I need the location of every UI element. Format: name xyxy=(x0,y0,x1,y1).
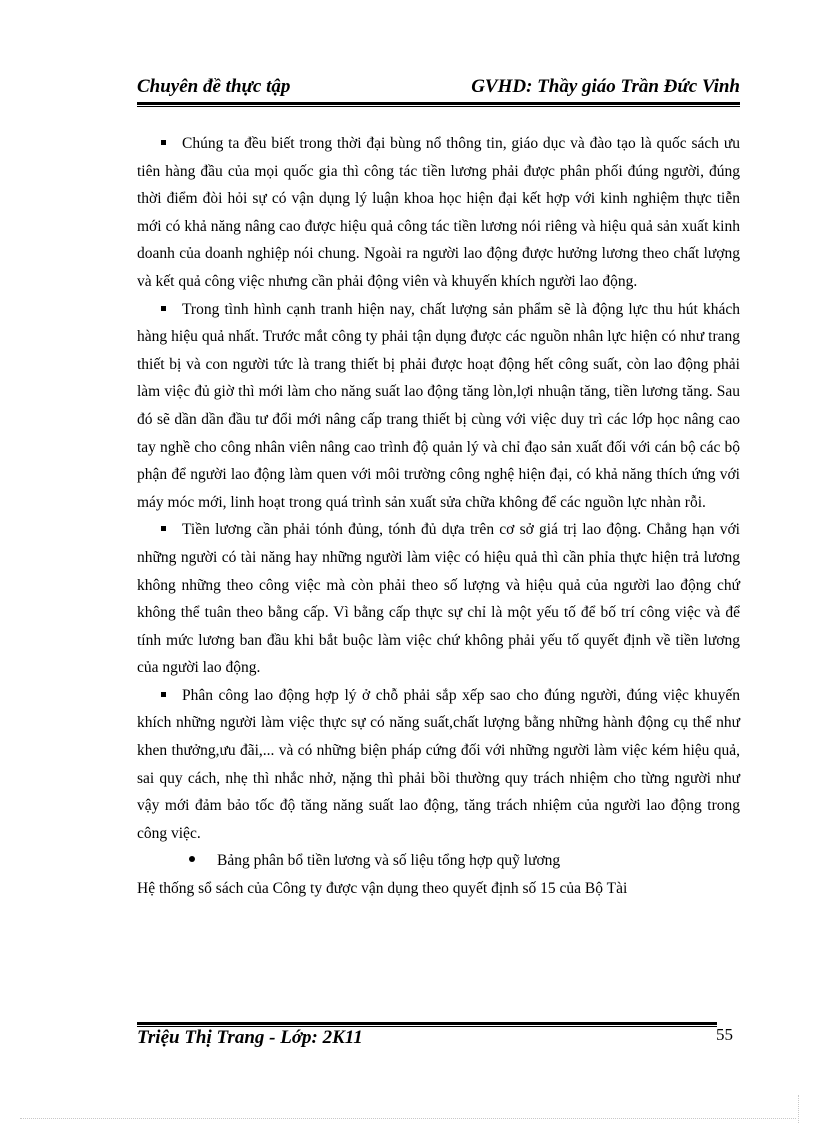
sub-bullet-item xyxy=(137,847,740,875)
page-edge-guide xyxy=(20,1118,796,1119)
header-advisor: GVHD: Thầy giáo Trần Đức Vinh xyxy=(471,76,740,97)
closing-line: Hệ thống sổ sách của Công ty được vận dụng theo quyết định số 15 của Bộ Tài xyxy=(137,880,628,898)
paragraph-text: Phân công lao động hợp lý ở chỗ phải sắp xếp sao cho đúng người, đúng việc khuyến khích những người làm việc thực sự có năng suất,chất lượng bằng những hành động cụ thể như khen thưởng,ưu đãi,... và có những biện pháp cứng đối với những người làm việc kém hiệu quả, sai quy cách, nhẹ thì nhắc nhở, nặng thì phải bồi thường quy trách nhiệm cho từng người như vậy mới đảm bảo tốc độ tăng năng suất lao động, tăng trách nhiệm của người lao động trong công việc. xyxy=(137,686,740,842)
page-header xyxy=(137,76,740,102)
header-divider xyxy=(137,102,740,107)
square-bullet-icon xyxy=(161,526,166,531)
paragraph-text: Trong tình hình cạnh tranh hiện nay, chất lượng sản phẩm sẽ là động lực thu hút khách hàng hiệu quả nhất. Trước mắt công ty phải tận dụng được các nguồn nhân lực hiện có như trang thiết bị và con người tức là trang thiết bị phải được hoạt động hết công suất, còn lao động phải làm việc đủ giờ thì mới làm cho năng suất lao động tăng lòn,lợi nhuận tăng, tiền lương tăng. Sau đó sẽ dần dần đầu tư đổi mới nâng cấp trang thiết bị cùng với việc duy trì các lớp học nâng cao tay nghề cho công nhân viên nâng cao trình độ quản lý và chỉ đạo sản xuất đối với cán bộ các bộ phận để người lao động làm quen với môi trường công nghệ hiện đại, có khả năng thích ứng với máy móc mới, linh hoạt trong quá trình sản xuất sửa chữa không để các nguồn lực nhàn rỗi. xyxy=(137,300,740,511)
paragraph xyxy=(137,130,740,296)
paragraph xyxy=(137,296,740,517)
paragraph xyxy=(137,682,740,848)
page-number: 55 xyxy=(716,1025,733,1044)
document-body xyxy=(137,130,740,903)
square-bullet-icon xyxy=(161,306,166,311)
footer-author: Triệu Thị Trang - Lớp: 2K11 xyxy=(137,1027,363,1048)
square-bullet-icon xyxy=(161,140,166,145)
page-corner-guide xyxy=(798,1095,799,1123)
paragraph-text: Tiền lương cần phải tónh đủng, tónh đủ dựa trên cơ sở giá trị lao động. Chẳng hạn với những người có tài năng hay những người làm việc có hiệu quả thì cần phỉa thực hiện trả lương không những theo công việc mà còn phải theo số lượng và hiệu quả của người lao động chứ không thể tuân theo bằng cấp. Vì bằng cấp thực sự chỉ là một yếu tố để bố trí công việc và để tính mức lương ban đầu khi bắt buộc làm việc chứ không phải yếu tố quyết định về tiền lương của người lao động. xyxy=(137,521,740,677)
round-bullet-icon xyxy=(189,856,195,862)
square-bullet-icon xyxy=(161,692,166,697)
paragraph-text: Chúng ta đều biết trong thời đại bùng nổ thông tin, giáo dục và đào tạo là quốc sách ưu tiên hàng đầu của mọi quốc gia thì công tác tiền lương phải được phân phối đúng người, đúng thời điểm đòi hỏi sự có vận dụng lý luận khoa học hiện đại kết hợp với kinh nghiệm thực tiễn mới có khả năng nâng cao được hiệu quả công tác tiền lương nói riêng và hiệu quả sản xuất kinh doanh của doanh nghiệp nói chung. Ngoài ra người lao động được hưởng lương theo chất lượng và kết quả công việc nhưng cần phải động viên và khuyến khích người lao động. xyxy=(137,135,740,290)
sub-bullet-text: Bảng phân bổ tiền lương và số liệu tổng hợp quỹ lương xyxy=(217,852,561,870)
header-topic: Chuyên đề thực tập xyxy=(137,76,291,97)
paragraph xyxy=(137,516,740,682)
